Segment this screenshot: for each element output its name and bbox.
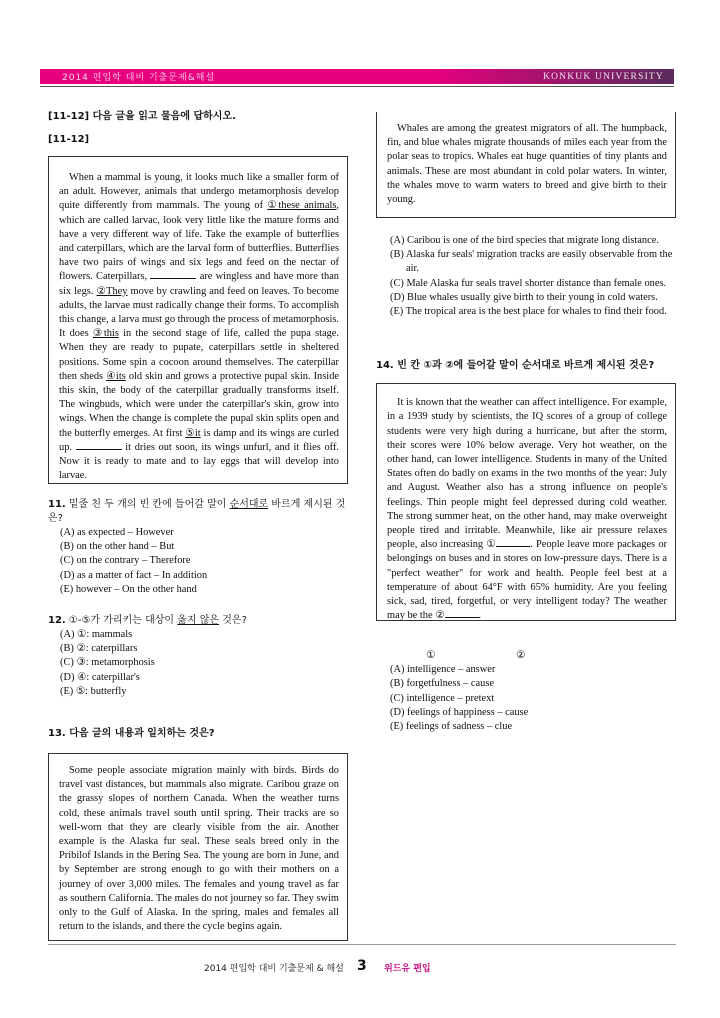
header-bar xyxy=(40,69,674,84)
option-e[interactable]: (E) however – On the other hand xyxy=(60,583,197,595)
question-11-stem: 11. 밑줄 친 두 개의 빈 칸에 들어갈 말이 순서대로 바르게 제시된 것은? xyxy=(48,499,346,524)
page-number: 3 xyxy=(357,958,367,974)
set-label: [11-12] xyxy=(48,134,90,145)
blank-marker-2: ② xyxy=(435,610,445,622)
passage-13-text: Some people associate migration mainly with birds. Birds do travel vast distances, but mammals also migrate. Caribou graze on the grassy slopes of northern Canada. When the weather turns cold, these animals travel south until spring. Their tracks are so well-worn that they are clearly visible from the air. Another example is the Alaska fur seal. These seals breed only in the Pribilof Islands in the Bering Sea. The young are born in June, and by September are strong enough to go with their mothers on a journey of over 3,000 miles. The females and young travel as far as southern California. The males do not journey so far. They swim only to the Gulf of Alaska. In the spring, males and females all return to the islands, and there the cycle begins again. xyxy=(59,765,339,933)
header-title: 2014 편입학 대비 기출문제&해설 xyxy=(62,73,216,83)
option-e[interactable]: (E) The tropical area is the best place for whales to find their food. xyxy=(390,306,667,318)
question-12-stem: 12. ①-⑤가 가리키는 대상이 옳지 않은 것은? xyxy=(48,615,247,627)
question-14-options xyxy=(390,663,676,734)
footer-divider xyxy=(48,944,676,945)
footer-brand: 위드유 편입 xyxy=(384,964,431,974)
passage-13 xyxy=(48,753,348,941)
question-12-options xyxy=(60,628,348,699)
option-c[interactable]: (C) ③: metamorphosis xyxy=(60,657,155,669)
answer-column-headers xyxy=(376,649,676,663)
option-a[interactable]: (A) intelligence – answer xyxy=(390,664,496,676)
option-c[interactable]: (C) on the contrary – Therefore xyxy=(60,555,191,567)
marker-2: ②They xyxy=(96,285,128,297)
header-divider xyxy=(40,86,674,87)
blank-2 xyxy=(76,441,122,450)
option-d[interactable]: (D) feelings of happiness – cause xyxy=(390,706,529,718)
passage-text: When a mammal is young, it looks much like a smaller form of an adult. However, animals that undergo metamorphosis develop quite differently from mammals. The young of ①these animals, which are called larvac, look very little like the mature forms and have a very different way of life. Take the example of butterflies and caterpillars, which are the larval form of butterflies. Butterflies have two pairs of wings and six legs and feed on the nectar of flowers. Caterpillars, are wingless and have more than six legs. ②They move by crawling and feed on leaves. To become adults, the larvae must radically change their forms. To accomplish this change, a larva must go through the process of metamorphosis. It does ③this in the second stage of life, called the pupa stage. When they are ready to pupate, caterpillars settle in sheltered positions. Some spin a cocoon around themselves. The caterpillar then sheds ④its old skin and grows a protective pupal skin. Inside this skin, the body of the caterpillar gradually transforms itself. The wingbuds, which were under the caterpillar's skin, grow into wings. When the change is complete the pupal skin splits open and the butterfly emerges. At first ⑤it is damp and its wings are curled up. it dries out soon, its wings unfurl, and it flies off. Now it is ready to mate and to lay eggs that will develop into larvae. xyxy=(59,172,340,482)
marker-4: ④its xyxy=(106,370,126,382)
marker-5: ⑤it xyxy=(185,427,201,439)
passage-13-continued-text: Whales are among the greatest migrators of all. The humpback, fin, and blue whales migrate thousands of miles each year from the polar seas to tropics. Whales eat huge quantities of tiny plants and animals. These are most abundant in cold polar waters. In winter, the whales move to warm waters to breed and give birth to their young. xyxy=(387,123,667,206)
option-e[interactable]: (E) feelings of sadness – clue xyxy=(390,721,513,733)
footer xyxy=(0,960,720,974)
option-d[interactable]: (D) as a matter of fact – In addition xyxy=(60,569,208,581)
blank-1 xyxy=(150,270,196,279)
question-13 xyxy=(48,727,348,941)
blank-marker-1: ① xyxy=(486,539,497,551)
passage-14 xyxy=(376,383,676,621)
option-a[interactable]: (A) ①: mammals xyxy=(60,629,133,641)
option-b[interactable]: (B) on the other hand – But xyxy=(60,541,175,553)
option-b[interactable]: (B) forgetfulness – cause xyxy=(390,678,494,690)
question-11 xyxy=(48,498,348,597)
passage-14-text: It is known that the weather can affect intelligence. For example, in a 1939 study by scientists, the IQ scores of a group of college students were very high during a hurricane, but after the storm, their scores were 10% below average. Very hot weather, on the other hand, can lower intelligence. Students in many of the United States often do badly on exams in the two months of the year: July and August. Weather also has a strong influence on people's feelings. Thin people might feel depressed during cold weather. The strong summer heat, on the other hand, may make overweight people tired and irritable. Meanwhile, like air pressure relaxes people, also increasing ① . People leave more packages or belongings on buses and in stores on low-pressure days. There is a "perfect weather" for work and health. People feel best at a temperature of about 64°F with 65% humidity. Are you feeling sick, sad, tired, forgetful, or very intelligent today? The weather may be the ② . xyxy=(387,397,667,622)
option-b[interactable]: (B) Alaska fur seals' migration tracks are easily observable from the air. xyxy=(390,249,673,275)
header-university: KONKUK UNIVERSITY xyxy=(543,71,664,82)
instruction: [11-12] 다음 글을 읽고 물음에 답하시오. xyxy=(48,111,236,122)
option-e[interactable]: (E) ⑤: butterfly xyxy=(60,685,127,697)
question-13-options xyxy=(390,234,676,319)
right-column xyxy=(376,112,676,734)
marker-3: ③this xyxy=(92,328,119,340)
option-d[interactable]: (D) Blue whales usually give birth to their young in cold waters. xyxy=(390,291,658,303)
option-c[interactable]: (C) intelligence – pretext xyxy=(390,692,495,704)
blank-1 xyxy=(496,538,530,547)
question-13-stem: 13. 다음 글의 내용과 일치하는 것은? xyxy=(48,728,215,740)
option-d[interactable]: (D) ④: caterpillar's xyxy=(60,671,140,683)
option-a[interactable]: (A) Caribou is one of the bird species that migrate long distance. xyxy=(390,235,659,246)
option-b[interactable]: (B) ②: caterpillars xyxy=(60,643,138,655)
marker-1: ①these animals xyxy=(267,200,337,212)
left-column xyxy=(48,110,348,941)
blank-2 xyxy=(445,609,479,618)
option-c[interactable]: (C) Male Alaska fur seals travel shorter distance than female ones. xyxy=(390,277,667,289)
passage-13-continued xyxy=(376,112,676,218)
option-a[interactable]: (A) as expected – However xyxy=(60,527,174,538)
question-14-stem: 14. 빈 칸 ①과 ②에 들어갈 말이 순서대로 바르게 제시된 것은? xyxy=(376,360,655,372)
column-2-label: ② xyxy=(516,650,526,662)
question-12 xyxy=(48,614,348,699)
question-14 xyxy=(376,359,676,734)
footer-title: 2014 편입학 대비 기출문제 & 해설 xyxy=(204,964,344,974)
column-1-label: ① xyxy=(426,650,436,662)
passage-11-12 xyxy=(48,156,348,484)
question-11-options xyxy=(60,526,348,597)
